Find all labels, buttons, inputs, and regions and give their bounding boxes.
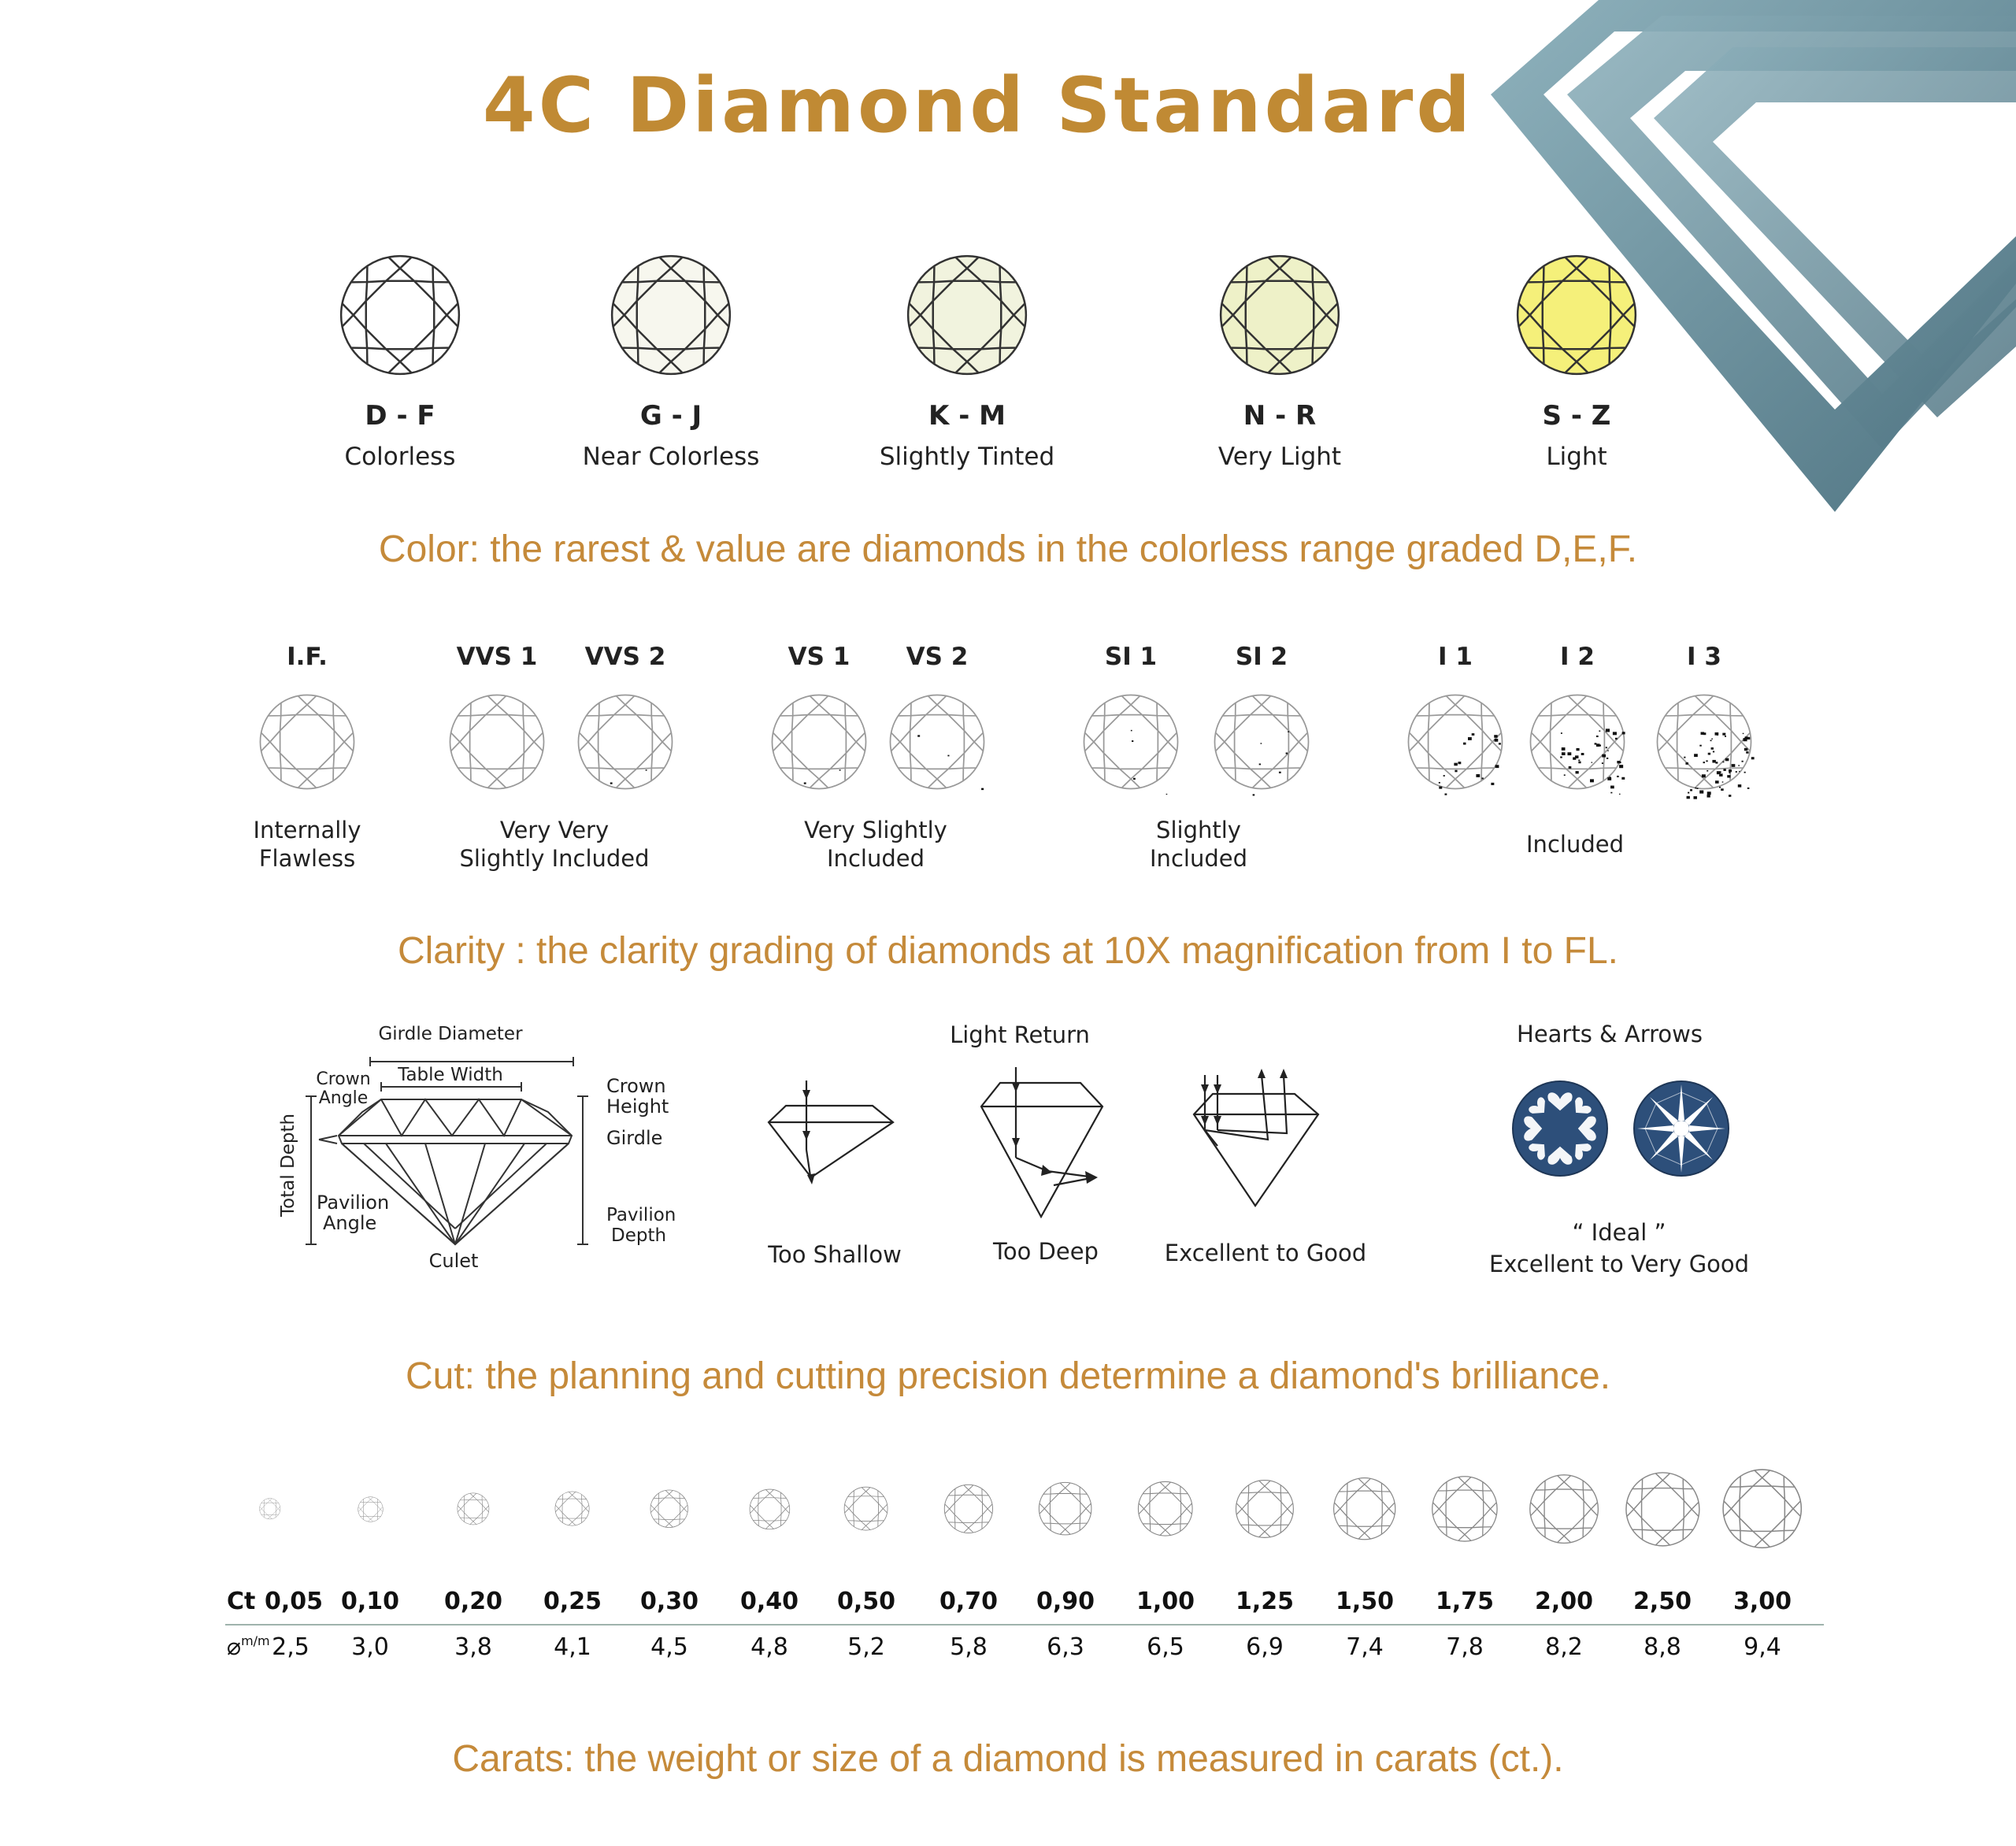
diameter-value: 5,8 — [950, 1633, 988, 1661]
color-grade-name: Colorless — [344, 443, 456, 471]
too-deep-diagram — [976, 1067, 1110, 1225]
color-grade-name: Very Light — [1217, 443, 1342, 471]
carat-caption: Carats: the weight or size of a diamond is measured in carats (ct.). — [452, 1738, 1564, 1780]
color-diamond-icon — [1515, 254, 1638, 376]
clarity-grade-code: SI 1 — [1104, 643, 1158, 671]
clarity-grade-code: I.F. — [287, 643, 328, 671]
crown-height-label-1: Crown — [606, 1075, 666, 1097]
carat-value: 0,40 — [739, 1588, 799, 1615]
excellent-diagram — [1189, 1067, 1323, 1209]
carat-diamond-icon — [1529, 1473, 1599, 1544]
color-grade-name: Slightly Tinted — [879, 443, 1055, 471]
carat-value: 1,25 — [1235, 1588, 1295, 1615]
mm-unit-label: m/m — [241, 1633, 270, 1648]
carat-diamond-icon — [457, 1492, 490, 1525]
cut-caption: Cut: the planning and cutting precision determine a diamond's brilliance. — [405, 1355, 1611, 1397]
carat-diamond-icon — [650, 1489, 689, 1529]
carat-diamond-icon — [1721, 1468, 1803, 1549]
carat-diamond-icon — [749, 1488, 791, 1530]
color-grade-name: Light — [1546, 443, 1607, 471]
carat-diamond-icon — [259, 1498, 281, 1520]
too-shallow-label: Too Shallow — [768, 1241, 902, 1268]
diameter-value: 8,8 — [1644, 1633, 1681, 1661]
carat-value: 2,50 — [1632, 1588, 1692, 1615]
clarity-diamond-icon — [770, 693, 868, 791]
crown-angle-label-1: Crown — [316, 1069, 371, 1089]
clarity-grade-code: VS 2 — [906, 643, 969, 671]
carat-value: 1,75 — [1435, 1588, 1495, 1615]
carat-value: 0,50 — [836, 1588, 896, 1615]
clarity-grade-code: VS 1 — [788, 643, 850, 671]
total-depth-label: Total Depth — [278, 1113, 298, 1217]
diameter-value: 7,8 — [1446, 1633, 1484, 1661]
pavilion-depth-label-2: Depth — [611, 1225, 667, 1246]
clarity-caption: Clarity : the clarity grading of diamonds at 10X magnification from I to FL. — [397, 930, 1619, 972]
carat-value: 1,00 — [1136, 1588, 1195, 1615]
clarity-group-label: Very Slightly — [804, 817, 947, 843]
ct-label: Ct — [227, 1588, 256, 1615]
clarity-grade-code: SI 2 — [1235, 643, 1288, 671]
clarity-diamond-icon — [1655, 693, 1753, 791]
carat-value: 2,00 — [1534, 1588, 1594, 1615]
carat-diamond-icon — [1235, 1479, 1295, 1539]
too-deep-label: Too Deep — [993, 1238, 1099, 1265]
clarity-group-label: Flawless — [258, 845, 356, 872]
ideal-label: “ Ideal ” — [1572, 1219, 1666, 1246]
carat-value: 1,50 — [1335, 1588, 1395, 1615]
color-grade-code: N - R — [1243, 400, 1317, 432]
clarity-grade-code: I 3 — [1687, 643, 1721, 671]
color-diamond-icon — [339, 254, 461, 376]
carat-diamond-icon — [1625, 1471, 1701, 1548]
color-caption: Color: the rarest & value are diamonds in the colorless range graded D,E,F. — [378, 528, 1638, 570]
clarity-grade-code: VVS 2 — [584, 643, 666, 671]
carat-value: 0,70 — [939, 1588, 999, 1615]
carat-diamond-icon — [358, 1496, 384, 1522]
color-diamond-icon — [1218, 254, 1341, 376]
clarity-diamond-icon — [1529, 693, 1626, 791]
diameter-value: 7,4 — [1346, 1633, 1384, 1661]
diameter-symbol: ⌀$^{m/m}$ — [227, 1633, 270, 1661]
clarity-diamond-icon — [448, 693, 546, 791]
color-grade-name: Near Colorless — [582, 443, 760, 471]
too-shallow-diagram — [764, 1079, 906, 1197]
color-grade-code: S - Z — [1542, 400, 1611, 432]
pavilion-angle-label-2: Angle — [323, 1212, 377, 1234]
clarity-diamond-icon — [888, 693, 986, 791]
carat-diamond-icon — [1431, 1475, 1499, 1543]
arrows-pattern-icon — [1632, 1079, 1731, 1178]
carat-value: 0,20 — [443, 1588, 503, 1615]
clarity-diamond-icon — [1213, 693, 1310, 791]
clarity-diamond-icon — [1082, 693, 1180, 791]
hearts-pattern-icon — [1510, 1079, 1610, 1178]
girdle-diameter-label: Girdle Diameter — [378, 1024, 523, 1044]
carat-diamond-icon — [1038, 1481, 1092, 1536]
light-return-title: Light Return — [950, 1021, 1090, 1048]
diameter-value: 2,5 — [272, 1633, 309, 1661]
page-title: 4C Diamond Standard — [482, 61, 1474, 150]
girdle-label: Girdle — [606, 1127, 663, 1149]
pavilion-angle-label-1: Pavilion — [317, 1192, 390, 1214]
color-grade-code: D - F — [365, 400, 435, 432]
diameter-value: 4,8 — [750, 1633, 788, 1661]
clarity-group-label: Included — [1150, 845, 1247, 872]
clarity-grade-code: I 2 — [1560, 643, 1595, 671]
diameter-value: 5,2 — [847, 1633, 885, 1661]
color-grade-code: K - M — [928, 400, 1006, 432]
carat-value: 0,30 — [639, 1588, 699, 1615]
diamond-anatomy-diagram — [276, 1024, 630, 1284]
color-diamond-icon — [610, 254, 732, 376]
diameter-value: 4,5 — [650, 1633, 688, 1661]
carat-value: 0,90 — [1036, 1588, 1095, 1615]
diameter-value: 8,2 — [1545, 1633, 1583, 1661]
clarity-diamond-icon — [1406, 693, 1504, 791]
diameter-value: 9,4 — [1744, 1633, 1781, 1661]
clarity-group-label: Included — [827, 845, 925, 872]
clarity-grade-code: VVS 1 — [456, 643, 538, 671]
culet-label: Culet — [428, 1250, 479, 1272]
clarity-diamond-icon — [258, 693, 356, 791]
table-divider — [225, 1624, 1824, 1625]
clarity-group-label: Internally — [253, 817, 361, 843]
hearts-arrows-title: Hearts & Arrows — [1517, 1021, 1703, 1047]
clarity-diamond-icon — [576, 693, 674, 791]
clarity-group-label: Very Very — [499, 817, 610, 843]
diameter-value: 3,8 — [454, 1633, 492, 1661]
crown-height-label-2: Height — [606, 1095, 669, 1118]
clarity-group-label: Slightly Included — [459, 845, 650, 872]
diameter-value: 6,9 — [1246, 1633, 1284, 1661]
carat-diamond-icon — [554, 1491, 590, 1526]
carat-value: 0,05 — [264, 1588, 324, 1615]
clarity-group-label: Slightly — [1156, 817, 1241, 843]
table-width-label: Table Width — [398, 1065, 503, 1085]
diameter-value: 6,5 — [1147, 1633, 1184, 1661]
diameter-value: 6,3 — [1047, 1633, 1084, 1661]
diameter-value: 3,0 — [351, 1633, 389, 1661]
carat-diamond-icon — [943, 1484, 994, 1534]
pavilion-depth-label-1: Pavilion — [606, 1205, 676, 1225]
carat-value: 3,00 — [1732, 1588, 1792, 1615]
excellent-label: Excellent to Good — [1164, 1240, 1367, 1266]
carat-value: 0,10 — [340, 1588, 400, 1615]
clarity-group-label: Included — [1526, 831, 1624, 858]
carat-diamond-icon — [843, 1486, 888, 1531]
color-grade-code: G - J — [639, 400, 702, 432]
crown-angle-label-2: Angle — [318, 1088, 369, 1108]
clarity-grade-code: I 1 — [1438, 643, 1473, 671]
carat-diamond-icon — [1332, 1477, 1396, 1540]
color-diamond-icon — [906, 254, 1028, 376]
ideal-sub-label: Excellent to Very Good — [1488, 1251, 1750, 1277]
carat-diamond-icon — [1137, 1481, 1194, 1537]
diameter-value: 4,1 — [554, 1633, 591, 1661]
carat-value: 0,25 — [543, 1588, 602, 1615]
